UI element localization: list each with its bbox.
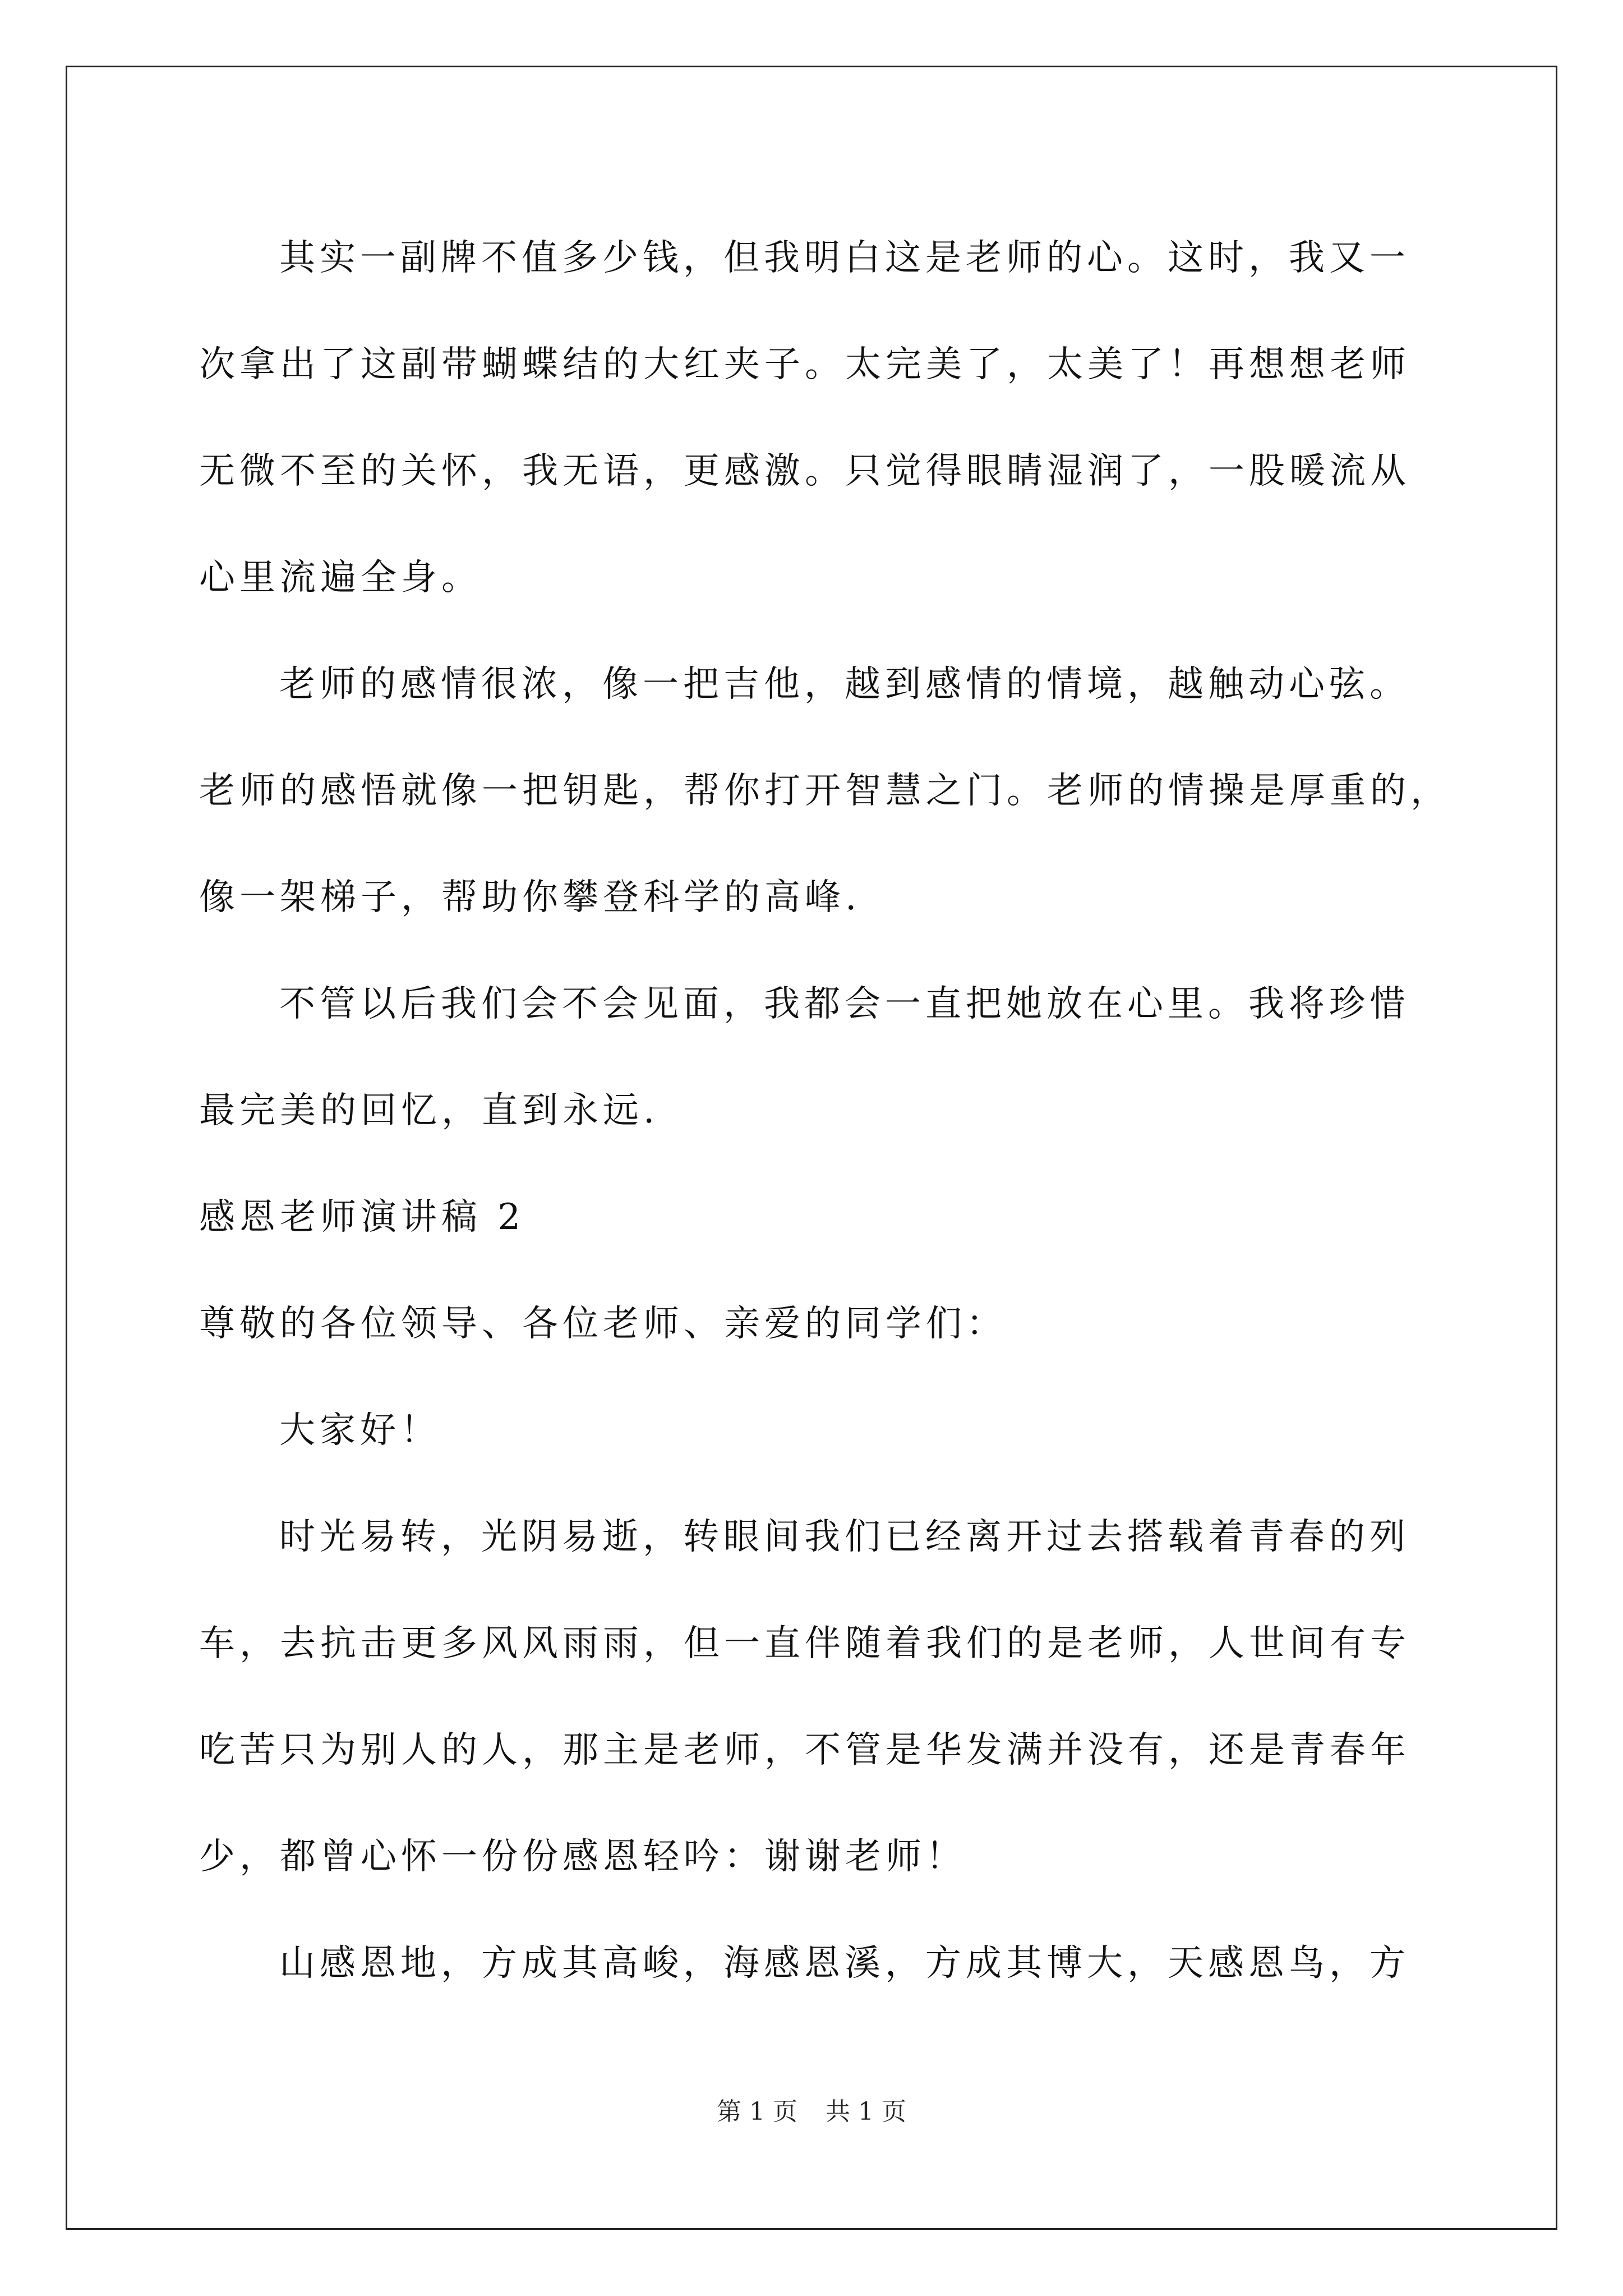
page-total: 共 1 页	[826, 2097, 906, 2126]
text-line: 不管以后我们会不会见面，我都会一直把她放在心里。我将珍惜	[279, 983, 1410, 1025]
text-line: 最完美的回忆，直到永远.	[199, 1090, 660, 1131]
text-line: 吃苦只为别人的人，那主是老师，不管是华发满并没有，还是青春年	[199, 1729, 1410, 1771]
greeting: 大家好！	[279, 1410, 441, 1451]
text-line: 少，都曾心怀一份份感恩轻吟：谢谢老师！	[199, 1836, 966, 1878]
text-line: 时光易转，光阴易逝，转眼间我们已经离开过去搭载着青春的列	[279, 1516, 1410, 1558]
text-line: 其实一副牌不值多少钱，但我明白这是老师的心。这时，我又一	[279, 237, 1410, 279]
text-line: 心里流遍全身。	[199, 557, 482, 599]
text-line: 次拿出了这副带蝴蝶结的大红夹子。太完美了，太美了！再想想老师	[199, 344, 1410, 385]
page-number: 第 1 页	[717, 2097, 797, 2126]
text-line: 像一架梯子，帮助你攀登科学的高峰.	[199, 877, 861, 918]
text-line: 车，去抗击更多风风雨雨，但一直伴随着我们的是老师，人世间有专	[199, 1623, 1410, 1664]
text-line: 老师的感情很浓，像一把吉他，越到感情的情境，越触动心弦。	[279, 664, 1410, 705]
section-heading: 感恩老师演讲稿 2	[199, 1197, 525, 1238]
text-line: 山感恩地，方成其高峻，海感恩溪，方成其博大，天感恩鸟，方	[279, 1943, 1410, 1984]
text-line: 无微不至的关怀，我无语，更感激。只觉得眼睛湿润了，一股暖流从	[199, 450, 1410, 492]
page-footer	[0, 2095, 1623, 2129]
document-body	[199, 205, 1455, 2017]
text-line: 老师的感悟就像一把钥匙，帮你打开智慧之门。老师的情操是厚重的，	[199, 770, 1451, 812]
salutation: 尊敬的各位领导、各位老师、亲爱的同学们：	[199, 1303, 1007, 1345]
